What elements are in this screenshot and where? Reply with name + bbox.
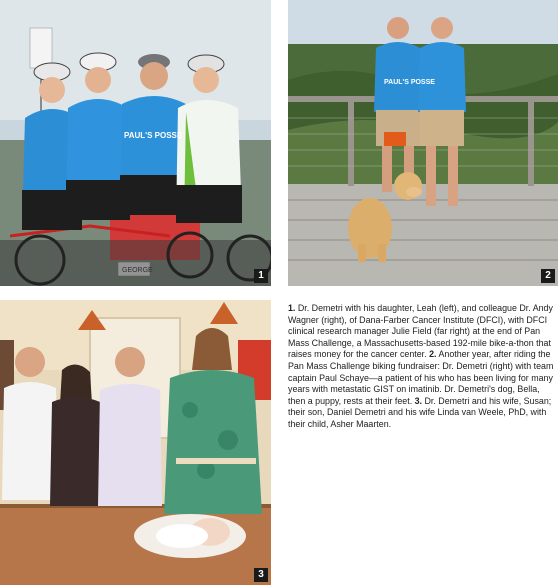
caption-text-2: Another year, after riding the Pan Mass Challenge biking fundraiser: Dr. Demetri (right) with team captain Paul Schaye—a patient of his who has been living for many years with metastatic GIST on imatinib. Dr. Demetri's dog, Bella, then a puppy, rests at their feet. — [288, 349, 554, 406]
caption-text-3: Dr. Demetri and his wife, Susan; their son, Daniel Demetri and his wife Linda van Weele, PhD, with their child, Asher Maarten. — [288, 395, 552, 429]
caption-number-3: 3. — [414, 395, 423, 406]
photo-deck-illustration — [288, 0, 558, 286]
photo-deck-with-dog — [288, 0, 558, 286]
caption-text-1: Dr. Demetri with his daughter, Leah (left), and colleague Dr. Andy Wagner (right), of Dana-Farber Cancer Institute (DFCI), with DFCI clinical research manager Julie Field (far right) at the end of Pan Mass Challenge, a Massachusetts-based 192-mile bike-a-thon that raises money for the cancer center. — [288, 303, 553, 360]
caption-number-2: 2. — [429, 349, 437, 360]
photo-number-badge: 2 — [541, 269, 555, 283]
jersey-text-1: PAUL'S POSSE — [124, 131, 183, 140]
photo-cyclists — [0, 0, 271, 286]
photo-caption — [288, 303, 556, 431]
jersey-text-2: PAUL'S POSSE — [384, 79, 435, 86]
photo-number-badge: 3 — [254, 568, 268, 582]
photo-cyclists-illustration — [0, 0, 271, 286]
photo-family — [0, 300, 271, 585]
photo-number-badge: 1 — [254, 269, 268, 283]
caption-number-1: 1. — [288, 303, 296, 313]
photo-family-illustration — [0, 300, 271, 585]
